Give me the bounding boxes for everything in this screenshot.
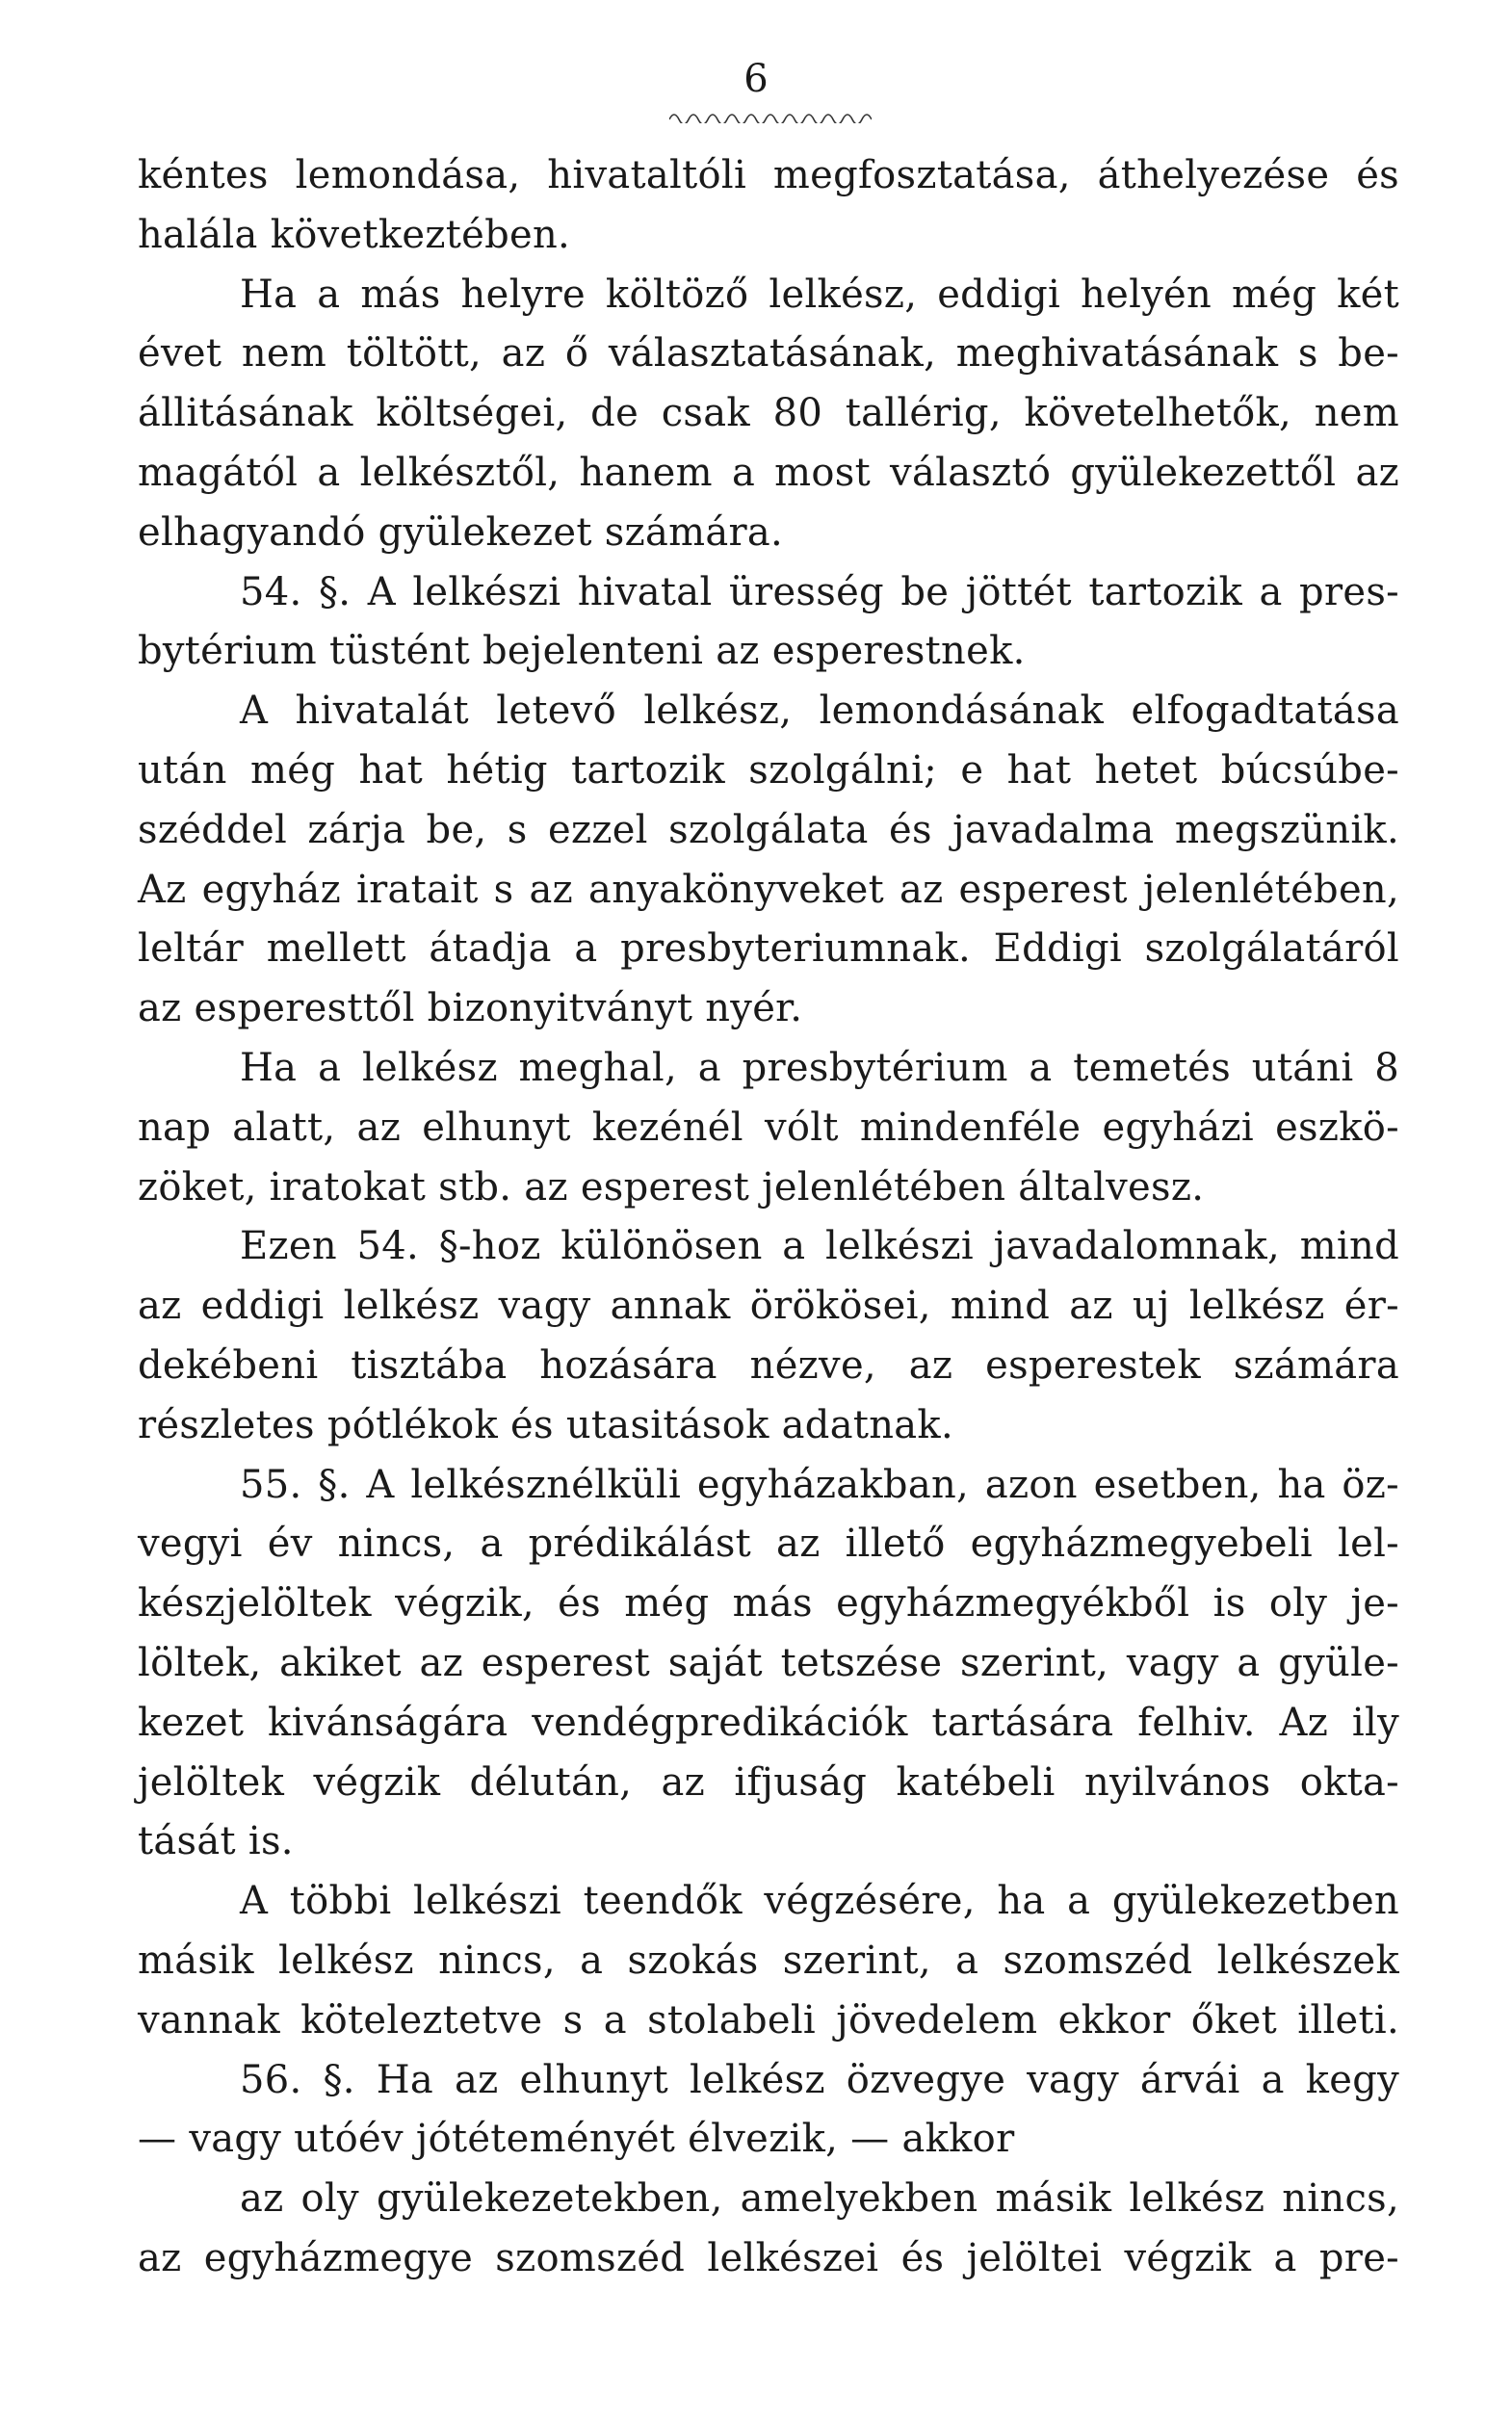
text-line: 54. §. A lelkészi hivatal üresség be jöttét tartozik a pres-: [240, 569, 1399, 614]
text-line: vannak köteleztetve s a stolabeli jövedelem ekkor őket illeti.: [138, 1997, 1399, 2043]
text-line: jelöltek végzik délután, az ifjuság katébeli nyilvános okta-: [138, 1759, 1399, 1805]
text-line: kéntes lemondása, hivataltóli megfosztatása, áthelyezése és: [138, 153, 1399, 197]
text-line: löltek, akiket az esperest saját tetszése szerint, vagy a gyüle-: [138, 1640, 1399, 1685]
text-line: 56. §. Ha az elhunyt lelkész özvegye vagy árvái a kegy: [240, 2057, 1399, 2102]
text-line: részletes pótlékok és utasitások adatnak.: [138, 1402, 953, 1447]
text-line: elhagyandó gyülekezet számára.: [138, 509, 784, 555]
text-line: magától a lelkésztől, hanem a most választó gyülekezettől az: [138, 450, 1399, 495]
text-line: zöket, iratokat stb. az esperest jelenlétében általvesz.: [138, 1164, 1205, 1210]
text-line: másik lelkész nincs, a szokás szerint, a szomszéd lelkészek: [138, 1938, 1399, 1983]
text-line: az oly gyülekezetekben, amelyekben másik lelkész nincs,: [240, 2176, 1399, 2222]
text-line: kezet kivánságára vendégpredikációk tartására felhiv. Az ily: [138, 1700, 1399, 1745]
text-line: nap alatt, az elhunyt kezénél vólt mindenféle egyházi eszkö-: [138, 1105, 1399, 1150]
text-line: halála következtében.: [138, 212, 571, 257]
text-line: az egyházmegye szomszéd lelkészei és jelöltei végzik a pre-: [138, 2235, 1399, 2280]
text-line: — vagy utóév jótéteményét élvezik, — akkor: [138, 2117, 1015, 2162]
text-line: A hivatalát letevő lelkész, lemondásának elfogadtatása: [240, 689, 1399, 734]
text-line: Ha a lelkész meghal, a presbytérium a temetés utáni 8: [240, 1045, 1399, 1090]
text-line: széddel zárja be, s ezzel szolgálata és javadalma megszünik.: [138, 807, 1399, 852]
wavy-rule-ornament: [669, 108, 872, 123]
text-line: 55. §. A lelkésznélküli egyházakban, azon esetben, ha öz-: [240, 1462, 1399, 1507]
text-line: bytérium tüstént bejelenteni az esperestnek.: [138, 629, 1026, 674]
text-line: az eddigi lelkész vagy annak örökösei, mind az uj lelkész ér-: [138, 1284, 1399, 1329]
text-line: Ha a más helyre költöző lelkész, eddigi helyén még két: [240, 272, 1399, 317]
text-line: Ezen 54. §-hoz különösen a lelkészi javadalomnak, mind: [240, 1224, 1399, 1269]
text-line: vegyi év nincs, a prédikálást az illető egyházmegyebeli lel-: [138, 1522, 1399, 1567]
text-line: készjelöltek végzik, és még más egyházmegyékből is oly je-: [138, 1581, 1399, 1627]
text-line: után még hat hétig tartozik szolgálni; e hat hetet búcsúbe-: [138, 747, 1399, 793]
text-line: az esperesttől bizonyitványt nyér.: [138, 986, 803, 1031]
text-line: dekébeni tisztába hozására nézve, az esperestek számára: [138, 1342, 1399, 1388]
body-text: [138, 146, 1399, 2289]
text-line: évet nem töltött, az ő választatásának, meghivatásának s be-: [138, 331, 1399, 377]
text-line: A többi lelkészi teendők végzésére, ha a gyülekezetben: [240, 1879, 1399, 1924]
text-line: tását is.: [138, 1819, 294, 1864]
text-line: leltár mellett átadja a presbyteriumnak. Eddigi szolgálatáról: [138, 926, 1399, 972]
text-line: állitásának költségei, de csak 80 tallérig, követelhetők, nem: [138, 391, 1399, 436]
page-number: 6: [743, 57, 769, 101]
text-line: Az egyház iratait s az anyakönyveket az esperest jelenlétében,: [138, 867, 1399, 912]
